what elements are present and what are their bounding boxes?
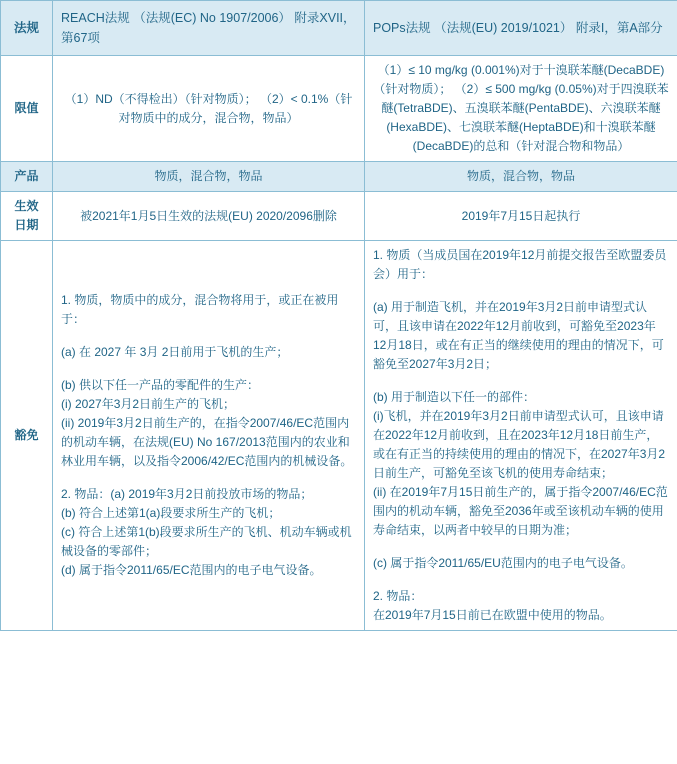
exemption-paragraph: (b) 用于制造以下任一的部件： (i)飞机，并在2019年3月2日前申请型式认可，且该申请在2022年12月前收到，且在2023年12月18日前生产，或在有正当的持续使用的理由的情况下，在2027年3月2日前生产，可豁免至该飞机的使用寿命结束； (ii) 在2019年7月15日前生产的，属于指令2007/46/EC范围内的机动车辆，豁免至2036年或至该机动车辆的使用寿命结束，以两者中较早的日期为准；: [373, 390, 668, 537]
effective-date-value-pops: 2019年7月15日起执行: [365, 192, 677, 241]
row-label-product: 产品: [1, 162, 53, 192]
exemption-paragraph: (a) 在 2027 年 3月 2日前用于飞机的生产；: [61, 345, 289, 359]
exemption-paragraph: 1. 物质（当成员国在2019年12月前提交报告至欧盟委员会）用于：: [373, 248, 667, 281]
table-row-effective-date: [1, 192, 677, 241]
limit-value-pops: （1）≤ 10 mg/kg (0.001%)对于十溴联苯醚(DecaBDE)（针对物质）； （2）≤ 500 mg/kg (0.05%)对于四溴联苯醚(TetraBDE)、五溴联苯醚(PentaBDE)、六溴联苯醚(HexaBDE)、七溴联苯醚(HeptaBDE)和十溴联苯醚(DecaBDE)的总和（针对混合物和物品）: [365, 56, 677, 162]
exemption-paragraph: (b) 供以下任一产品的零配件的生产： (i) 2027年3月2日前生产的飞机； (ii) 2019年3月2日前生产的，在指令2007/46/EC范围内的机动车辆，在法规(EU) No 167/2013范围内的农业和林业用车辆，以及指令2006/42/EC范围内的机械设备。: [61, 378, 353, 468]
table-header-row: [1, 1, 677, 56]
table-row-limit: [1, 56, 677, 162]
row-label-limit: 限值: [1, 56, 53, 162]
limit-value-reach: （1）ND（不得检出）（针对物质）； （2）< 0.1%（针对物质中的成分，混合物，物品）: [53, 56, 365, 162]
column-header-reach: REACH法规 （法规(EC) No 1907/2006） 附录XVII，第67项: [53, 1, 365, 56]
product-value-pops: 物质，混合物，物品: [365, 162, 677, 192]
exemption-paragraph: 2. 物品： 在2019年7月15日前已在欧盟中使用的物品。: [373, 589, 612, 622]
exemption-paragraph: 2. 物品：(a) 2019年3月2日前投放市场的物品； (b) 符合上述第1(a)段要求所生产的飞机； (c) 符合上述第1(b)段要求所生产的飞机、机动车辆或机械设备的零部件； (d) 属于指令2011/65/EC范围内的电子电气设备。: [61, 487, 352, 577]
product-value-reach: 物质，混合物，物品: [53, 162, 365, 192]
exemption-paragraph: (c) 属于指令2011/65/EU范围内的电子电气设备。: [373, 556, 633, 570]
column-header-pops: POPs法规 （法规(EU) 2019/1021） 附录I，第A部分: [365, 1, 677, 56]
row-label-regulation: 法规: [1, 1, 53, 56]
row-label-effective-date: 生效日期: [1, 192, 53, 241]
effective-date-value-reach: 被2021年1月5日生效的法规(EU) 2020/2096删除: [53, 192, 365, 241]
table-row-product: [1, 162, 677, 192]
exemption-paragraph: 1. 物质，物质中的成分，混合物将用于，或正在被用于：: [61, 293, 339, 326]
row-label-exemption: 豁免: [1, 241, 53, 631]
table-row-exemption: [1, 241, 677, 631]
exemption-value-reach: [53, 241, 365, 631]
exemption-value-pops: [365, 241, 677, 631]
exemption-paragraph: (a) 用于制造飞机，并在2019年3月2日前申请型式认可，且该申请在2022年12月前收到，可豁免至2023年12月18日，或在有正当的继续使用的理由的情况下，可豁免至2027年3月2日；: [373, 300, 664, 371]
